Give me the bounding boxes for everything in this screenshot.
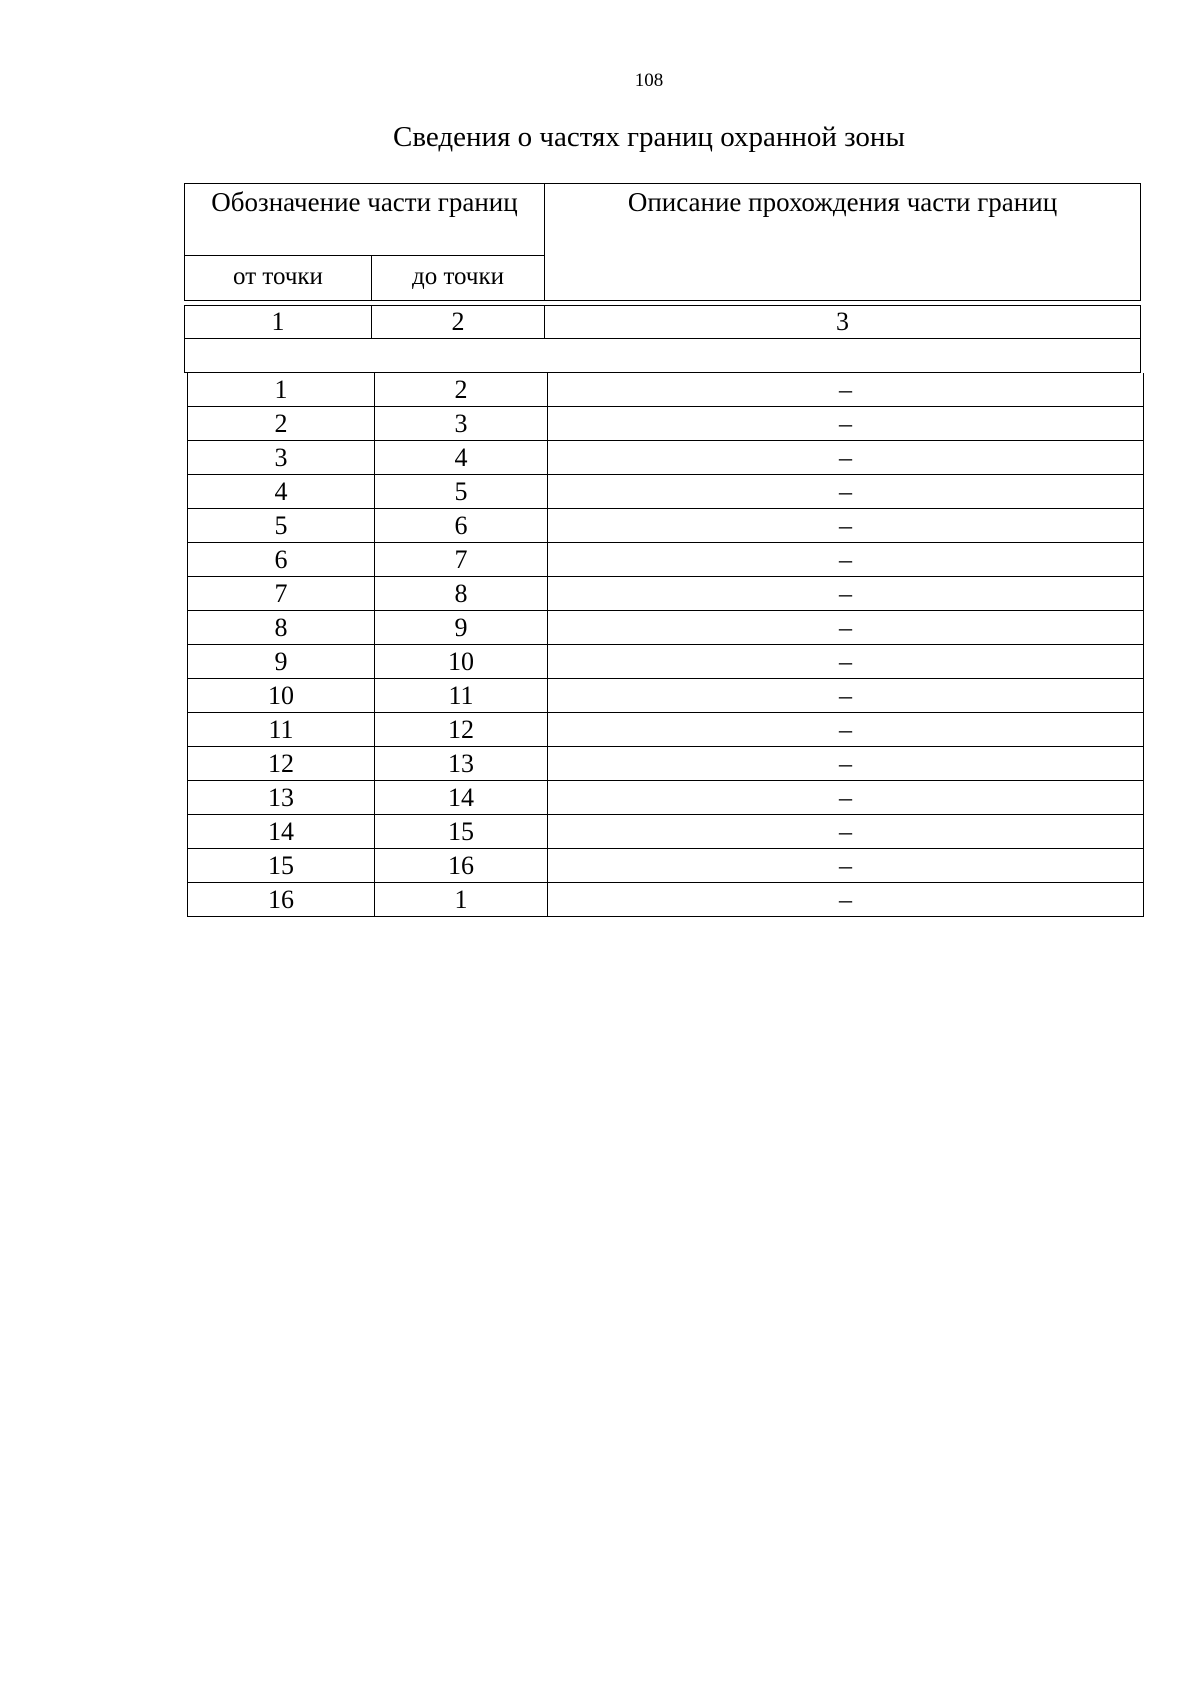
from-point-cell: 10 <box>188 679 375 712</box>
to-point-cell: 4 <box>375 441 548 474</box>
table-row <box>188 679 1143 713</box>
to-point-cell: 15 <box>375 815 548 848</box>
table-row <box>188 747 1143 781</box>
description-cell: – <box>839 885 852 914</box>
description-cell: – <box>839 511 852 540</box>
from-point-cell: 13 <box>188 781 375 814</box>
table-row <box>188 509 1143 543</box>
column-number: 3 <box>836 307 849 336</box>
column-number: 2 <box>372 306 545 338</box>
to-point-cell: 16 <box>375 849 548 882</box>
from-point-cell: 14 <box>188 815 375 848</box>
from-point-cell: 7 <box>188 577 375 610</box>
description-cell: – <box>839 715 852 744</box>
description-cell: – <box>839 409 852 438</box>
to-point-cell: 10 <box>375 645 548 678</box>
from-point-cell: 6 <box>188 543 375 576</box>
description-cell: – <box>839 545 852 574</box>
to-point-cell: 3 <box>375 407 548 440</box>
description-cell: – <box>839 817 852 846</box>
table-row <box>188 781 1143 815</box>
description-cell: – <box>839 783 852 812</box>
to-point-cell: 7 <box>375 543 548 576</box>
from-point-cell: 16 <box>188 883 375 916</box>
to-point-cell: 2 <box>375 373 548 406</box>
description-cell: – <box>839 477 852 506</box>
page-number: 108 <box>634 70 664 91</box>
table-row <box>188 543 1143 577</box>
to-point-cell: 9 <box>375 611 548 644</box>
boundary-parts-table <box>187 373 1144 917</box>
to-point-cell: 13 <box>375 747 548 780</box>
to-point-cell: 6 <box>375 509 548 542</box>
from-point-cell: 5 <box>188 509 375 542</box>
header-boundary-designation: Обозначение части границ <box>185 184 545 256</box>
description-cell: – <box>839 851 852 880</box>
table-row <box>188 883 1143 917</box>
description-cell: – <box>839 443 852 472</box>
table-header <box>184 183 1141 301</box>
description-cell: – <box>839 375 852 404</box>
to-point-cell: 1 <box>375 883 548 916</box>
section-separator-row <box>184 339 1141 373</box>
table-row <box>188 815 1143 849</box>
from-point-cell: 1 <box>188 373 375 406</box>
column-number: 1 <box>185 306 372 338</box>
to-point-cell: 5 <box>375 475 548 508</box>
document-title: Сведения о частях границ охранной зоны <box>393 121 905 153</box>
description-cell: – <box>839 579 852 608</box>
from-point-cell: 2 <box>188 407 375 440</box>
from-point-cell: 9 <box>188 645 375 678</box>
table-row <box>188 849 1143 883</box>
from-point-cell: 3 <box>188 441 375 474</box>
table-row <box>188 441 1143 475</box>
column-number-row <box>184 305 1141 339</box>
description-cell: – <box>839 681 852 710</box>
from-point-cell: 8 <box>188 611 375 644</box>
table-row <box>188 611 1143 645</box>
to-point-cell: 14 <box>375 781 548 814</box>
to-point-cell: 11 <box>375 679 548 712</box>
header-to-point: до точки <box>372 256 545 300</box>
table-row <box>188 713 1143 747</box>
to-point-cell: 12 <box>375 713 548 746</box>
table-row <box>188 407 1143 441</box>
header-from-point: от точки <box>185 256 372 300</box>
header-boundary-description: Описание прохождения части границ <box>627 187 1058 217</box>
table-row <box>188 645 1143 679</box>
from-point-cell: 11 <box>188 713 375 746</box>
from-point-cell: 4 <box>188 475 375 508</box>
description-cell: – <box>839 749 852 778</box>
description-cell: – <box>839 647 852 676</box>
description-cell: – <box>839 613 852 642</box>
to-point-cell: 8 <box>375 577 548 610</box>
from-point-cell: 15 <box>188 849 375 882</box>
from-point-cell: 12 <box>188 747 375 780</box>
table-row <box>188 475 1143 509</box>
table-row <box>188 577 1143 611</box>
table-row <box>188 373 1143 407</box>
